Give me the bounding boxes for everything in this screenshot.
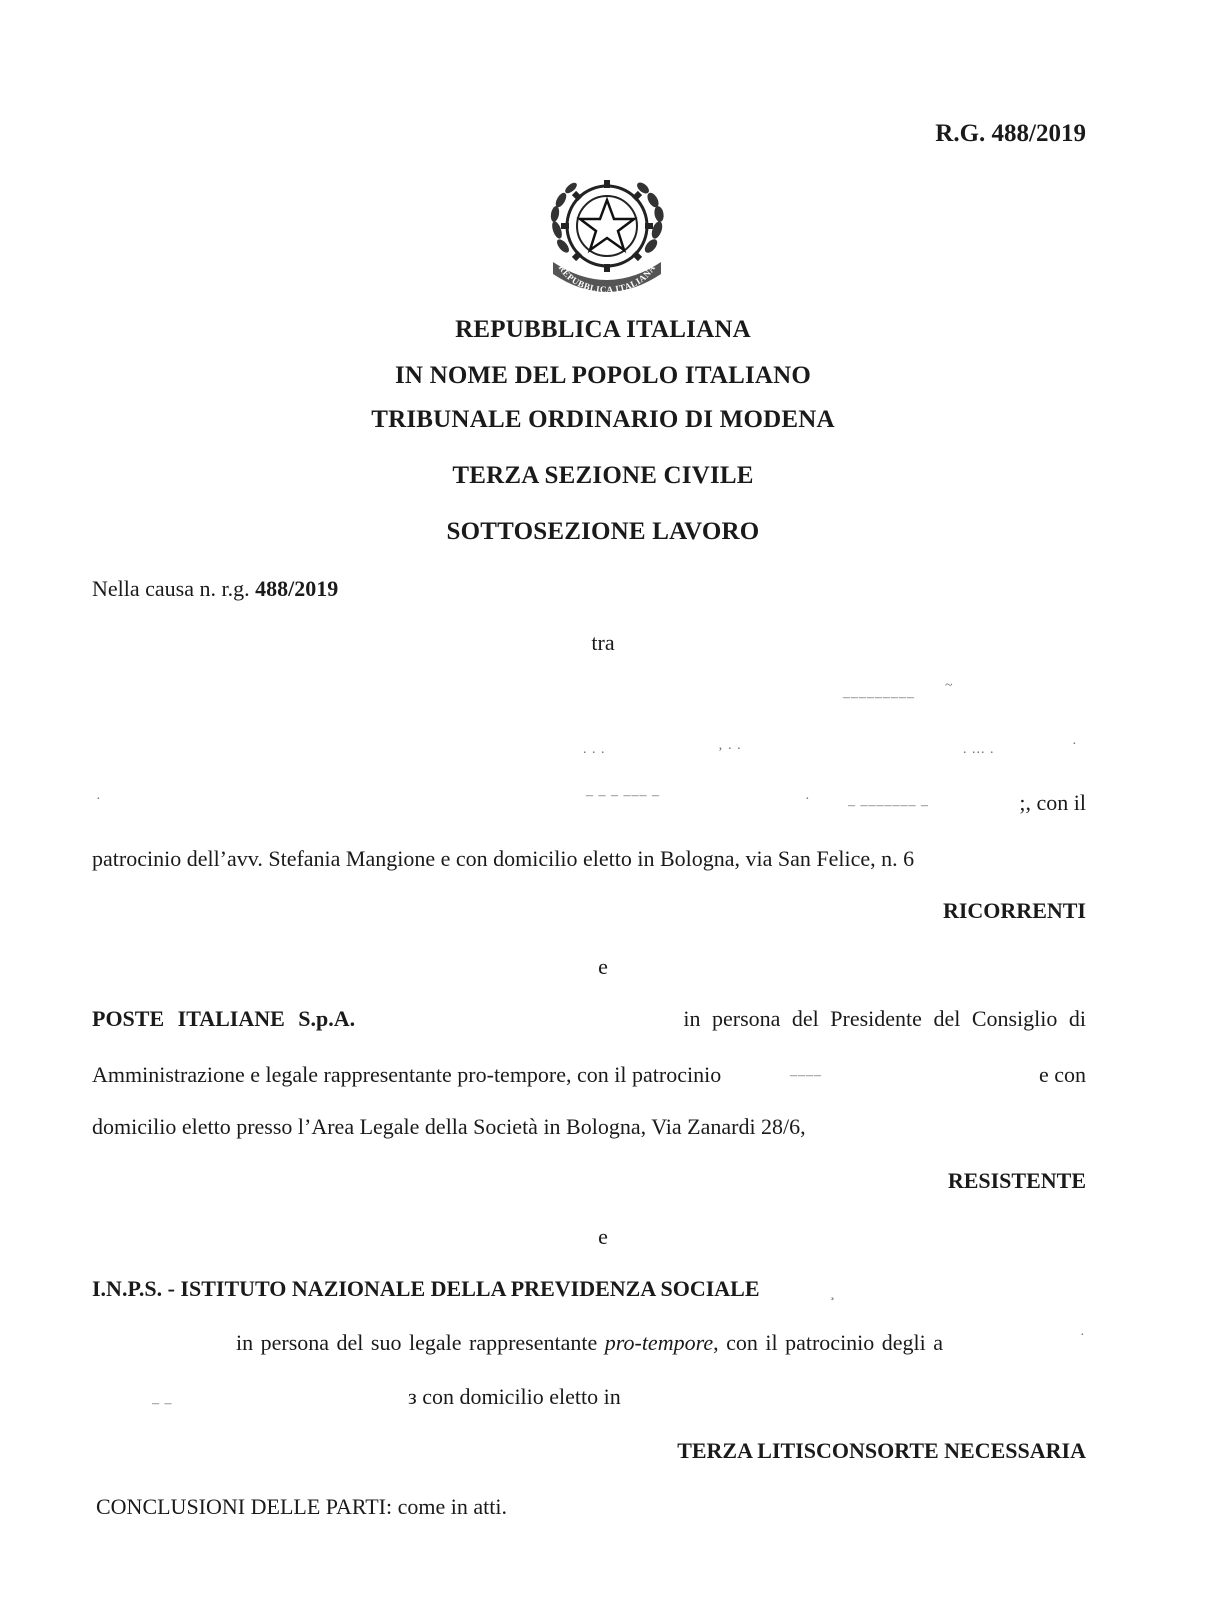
redaction-mark: . ... .	[963, 742, 995, 757]
inps-representative	[236, 1330, 943, 1356]
poste-name: POSTE ITALIANE S.p.A.	[92, 1006, 356, 1031]
ricorrenti-counsel: patrocinio dell’avv. Stefania Mangione e con domicilio eletto in Bologna, via San Felice, n. 6	[92, 846, 915, 871]
redaction-mark: ·	[1072, 737, 1078, 752]
redaction-mark: ~	[945, 678, 954, 693]
redaction-mark: ‒ ‒ ‒ ‒‒‒ ‒	[586, 788, 660, 803]
header-court: TRIBUNALE ORDINARIO DI MODENA	[371, 406, 835, 433]
inps-role: TERZA LITISCONSORTE NECESSARIA	[677, 1438, 1086, 1463]
tra-label: tra	[591, 630, 615, 655]
conjunction-e: e	[598, 954, 608, 979]
case-reference: R.G. 488/2019	[935, 120, 1086, 147]
case-intro-text: Nella causa n. r.g.	[92, 576, 256, 601]
inps-name: I.N.P.S. - ISTITUTO NAZIONALE DELLA PREVIDENZA SOCIALE	[92, 1276, 760, 1301]
poste-description: in persona del Presidente del Consiglio di	[683, 1006, 1086, 1031]
ricorrenti-role: RICORRENTI	[942, 898, 1086, 923]
redaction-mark: ‚ . .	[718, 738, 742, 753]
header-people: IN NOME DEL POPOLO ITALIANO	[394, 362, 812, 389]
redaction-mark: ‒‒‒‒‒‒‒‒‒	[843, 690, 915, 705]
poste-role: RESISTENTE	[947, 1168, 1086, 1193]
redaction-mark: ¸	[830, 1286, 836, 1301]
conclusioni: CONCLUSIONI DELLE PARTI: come in atti.	[96, 1494, 507, 1519]
redaction-mark: ·	[96, 792, 102, 807]
inps-line1-end: , con il patrocinio degli a	[713, 1330, 944, 1355]
case-intro	[92, 576, 338, 602]
poste-line2-tail: e con	[1038, 1062, 1086, 1087]
inps-line1-italic: pro-tempore	[604, 1330, 714, 1355]
svg-text:REPUBBLICA ITALIANA: REPUBBLICA ITALIANA	[556, 262, 658, 295]
redaction-mark: ·	[805, 792, 811, 807]
redaction-mark: ‒‒‒‒	[790, 1068, 822, 1083]
header-subsection: SOTTOSEZIONE LAVORO	[446, 518, 760, 545]
repubblica-italiana-emblem-icon	[545, 170, 669, 300]
poste-domicile: domicilio eletto presso l’Area Legale della Società in Bologna, Via Zanardi 28/6,	[92, 1114, 806, 1139]
header-republic: REPUBBLICA ITALIANA	[455, 316, 751, 343]
conjunction-e: e	[598, 1224, 608, 1249]
redaction-mark: ‒ ‒‒‒‒‒‒‒ ‒	[848, 798, 929, 813]
inps-line1-start: in persona del suo legale rappresentante	[236, 1330, 605, 1355]
redaction-mark: ·	[1080, 1328, 1086, 1343]
header-section: TERZA SEZIONE CIVILE	[452, 462, 754, 489]
case-number: 488/2019	[255, 576, 339, 601]
ricorrenti-tail: ;, con il	[1019, 790, 1086, 815]
redaction-mark: ‒ ‒	[152, 1396, 173, 1411]
poste-line2: Amministrazione e legale rappresentante pro-tempore, con il patrocinio	[92, 1062, 722, 1087]
redaction-mark: . . .	[583, 742, 606, 757]
inps-domicile: з con domicilio eletto in	[408, 1384, 621, 1409]
